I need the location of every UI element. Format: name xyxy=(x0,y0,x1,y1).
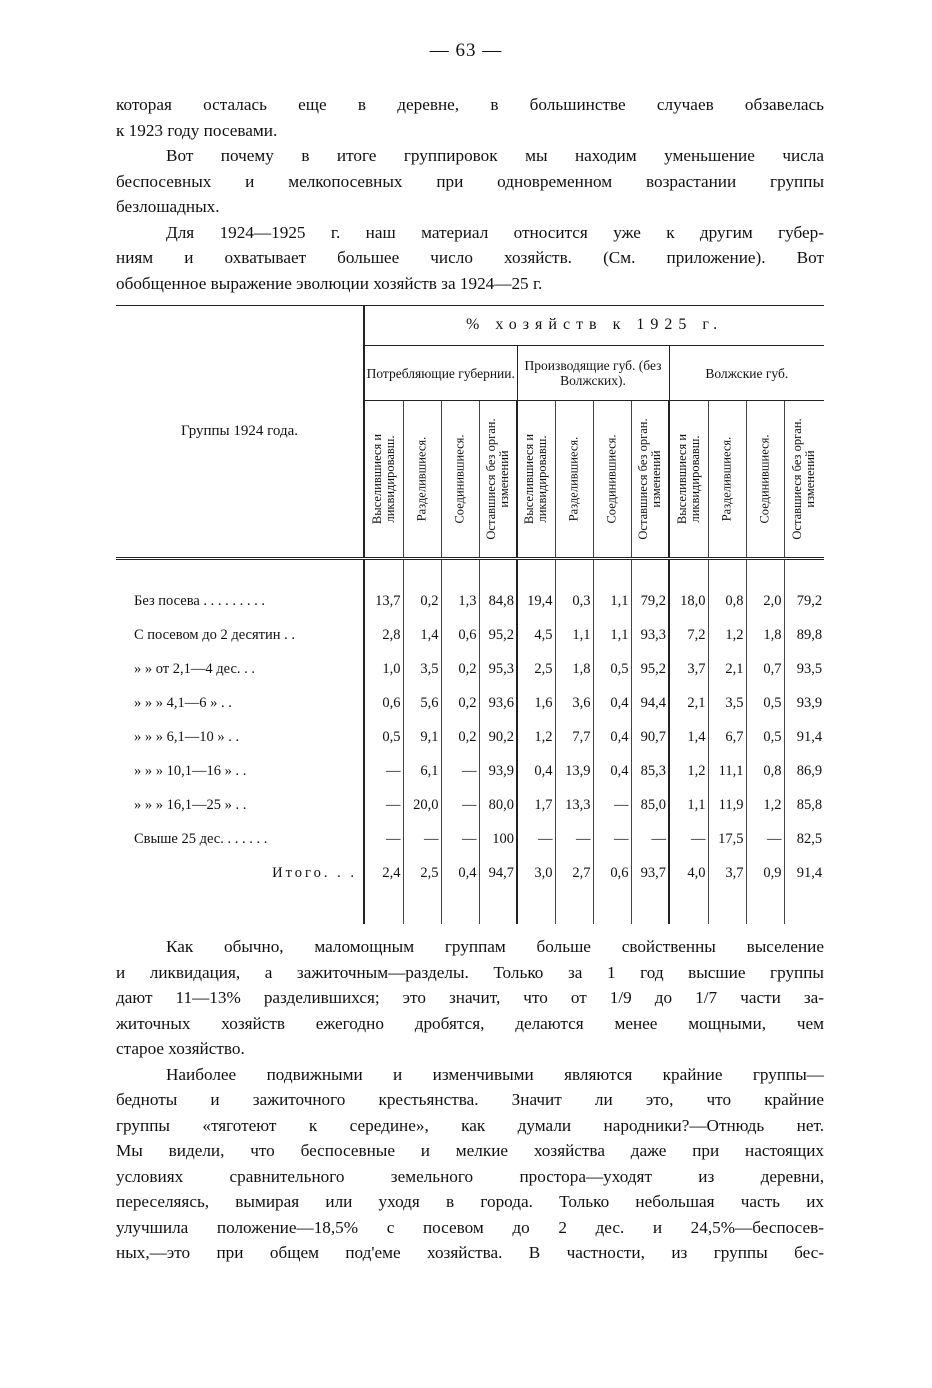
table-cell: 0,2 xyxy=(403,584,441,618)
table-cell: 95,3 xyxy=(479,652,517,686)
table-cell: 0,5 xyxy=(746,686,784,720)
row-label: Свыше 25 дес. . . . . . . xyxy=(134,830,268,847)
table-grid xyxy=(116,305,824,924)
column-header: Оставшиеся без орган. изменений xyxy=(631,401,669,559)
text-line: Наиболее подвижными и изменчивыми являются крайние группы— xyxy=(166,1064,824,1084)
table-cell: — xyxy=(593,788,631,822)
row-label: » » » 6,1—10 » . . xyxy=(134,728,240,745)
table-cell: 95,2 xyxy=(631,652,669,686)
text-line: группы «тяготеют к середине», как думали народники?—Отнюдь нет. xyxy=(116,1115,824,1135)
row-label: » » » 16,1—25 » . . xyxy=(134,796,247,813)
text-line: дают 11—13% разделившихся; это значит, что от 1/9 до 1/7 части за- xyxy=(116,988,824,1007)
table-cell: — xyxy=(631,822,669,856)
table-cell: 82,5 xyxy=(784,822,824,856)
column-header: Выселившиеся и ликвидировавш. xyxy=(364,401,403,559)
table-cell: 0,6 xyxy=(441,618,479,652)
text-line: старое хозяйство. xyxy=(116,1039,245,1058)
table-row xyxy=(116,822,824,856)
table-row xyxy=(116,856,824,890)
table-cell: 0,2 xyxy=(441,652,479,686)
table-cell: 6,7 xyxy=(708,720,746,754)
table-cell: 93,7 xyxy=(631,856,669,890)
table-cell: — xyxy=(441,754,479,788)
spacer-cell xyxy=(479,890,517,924)
table-cell: 5,6 xyxy=(403,686,441,720)
spacer-cell xyxy=(593,559,631,585)
table-cell: 7,2 xyxy=(669,618,708,652)
table-cell: 19,4 xyxy=(517,584,555,618)
spacer-cell xyxy=(746,890,784,924)
text-line: которая осталась еще в деревне, в большинстве случаев обзавелась xyxy=(116,95,824,114)
table-cell: 0,6 xyxy=(593,856,631,890)
table-cell: 1,8 xyxy=(746,618,784,652)
spacer-cell xyxy=(708,559,746,585)
text-line: и ликвидация, а зажиточным—разделы. Только за 1 год высшие группы xyxy=(116,962,824,982)
table-row xyxy=(116,652,824,686)
table-cell: — xyxy=(517,822,555,856)
table-cell: 0,7 xyxy=(746,652,784,686)
table-cell: 95,2 xyxy=(479,618,517,652)
table-cell: 3,5 xyxy=(403,652,441,686)
table-body xyxy=(116,559,824,925)
table-cell: — xyxy=(669,822,708,856)
table-cell: 0,4 xyxy=(593,720,631,754)
spacer-cell xyxy=(631,559,669,585)
table-cell: 1,6 xyxy=(517,686,555,720)
table-cell: — xyxy=(441,822,479,856)
text-line: беспосевных и мелкопосевных при одновременном возрастании группы xyxy=(116,171,824,191)
table-cell: 13,9 xyxy=(555,754,593,788)
text-line: Мы видели, что беспосевные и мелкие хозяйства даже при настоящих xyxy=(116,1141,824,1160)
text-line: житочных хозяйств ежегодно дробятся, делаются менее мощными, чем xyxy=(116,1013,824,1033)
table-cell: 1,1 xyxy=(555,618,593,652)
table-row xyxy=(116,618,824,652)
table-cell: 93,5 xyxy=(784,652,824,686)
region-volga: Волжские губ. xyxy=(669,346,824,401)
table-spacer-row xyxy=(116,890,824,924)
row-label: » » » 4,1—6 » . . xyxy=(134,694,232,711)
column-header: Оставшиеся без орган. изменений xyxy=(479,401,517,559)
table-cell: 2,5 xyxy=(517,652,555,686)
table-row xyxy=(116,686,824,720)
table-cell: 4,0 xyxy=(669,856,708,890)
text-line: переселяясь, вымирая или уходя в города. Только небольшая часть их xyxy=(116,1192,824,1211)
table-cell: 0,2 xyxy=(441,686,479,720)
column-header: Разделившиеся. xyxy=(555,401,593,559)
table-cell: — xyxy=(593,822,631,856)
table-cell: 93,9 xyxy=(784,686,824,720)
spacer-cell xyxy=(479,559,517,585)
table-cell: — xyxy=(555,822,593,856)
column-header: Разделившиеся. xyxy=(403,401,441,559)
table-cell: 1,2 xyxy=(517,720,555,754)
row-label: » » от 2,1—4 дес. . . xyxy=(134,660,256,677)
table-cell: 13,3 xyxy=(555,788,593,822)
table-cell: 79,2 xyxy=(784,584,824,618)
intro-text xyxy=(116,92,824,296)
table-cell: 3,7 xyxy=(708,856,746,890)
table-cell: 3,6 xyxy=(555,686,593,720)
spacer-cell xyxy=(517,559,555,585)
table-cell: 17,5 xyxy=(708,822,746,856)
column-header: Соединившиеся. xyxy=(441,401,479,559)
table-cell: 0,4 xyxy=(593,754,631,788)
table-row xyxy=(116,584,824,618)
table-cell: 3,0 xyxy=(517,856,555,890)
table-cell: 18,0 xyxy=(669,584,708,618)
table-cell: 94,7 xyxy=(479,856,517,890)
table-cell: 91,4 xyxy=(784,720,824,754)
table-cell: 0,5 xyxy=(593,652,631,686)
spacer-cell xyxy=(116,559,364,585)
table-cell: — xyxy=(441,788,479,822)
table-top-rule xyxy=(116,305,824,306)
text-line: Вот почему в итоге группировок мы находим уменьшение числа xyxy=(166,146,824,165)
spacer-cell xyxy=(364,559,403,585)
text-line: ниям и охватывает большее число хозяйств. (См. приложение). Вот xyxy=(116,248,824,267)
spacer-cell xyxy=(403,559,441,585)
text-line: обобщенное выражение эволюции хозяйств за 1924—25 г. xyxy=(116,273,543,293)
table-row xyxy=(116,720,824,754)
table-cell: 1,3 xyxy=(441,584,479,618)
table-row xyxy=(116,754,824,788)
spacer-cell xyxy=(441,890,479,924)
table-cell: — xyxy=(364,754,403,788)
region-consuming: Потребляющие губернии. xyxy=(364,346,517,401)
table-cell: 1,4 xyxy=(403,618,441,652)
row-label: » » » 10,1—16 » . . xyxy=(134,762,247,779)
groups-heading: Группы 1924 года. xyxy=(116,305,364,559)
table-cell: 1,1 xyxy=(593,584,631,618)
table-cell: 13,7 xyxy=(364,584,403,618)
table-cell: 1,8 xyxy=(555,652,593,686)
text-line: ных,—это при общем под'еме хозяйства. В частности, из группы бес- xyxy=(116,1243,824,1262)
table-cell: 0,5 xyxy=(746,720,784,754)
text-line: Для 1924—1925 г. наш материал относится уже к другим губер- xyxy=(166,222,824,242)
table-cell: — xyxy=(746,822,784,856)
table-cell: 85,8 xyxy=(784,788,824,822)
table-cell: 94,4 xyxy=(631,686,669,720)
table-cell: 80,0 xyxy=(479,788,517,822)
table-cell: 0,4 xyxy=(517,754,555,788)
table-cell: — xyxy=(364,788,403,822)
table-cell: 1,1 xyxy=(669,788,708,822)
table-cell: 0,3 xyxy=(555,584,593,618)
table-cell: 91,4 xyxy=(784,856,824,890)
table-row xyxy=(116,788,824,822)
spacer-cell xyxy=(441,559,479,585)
spacer-cell xyxy=(555,890,593,924)
table-cell: 2,8 xyxy=(364,618,403,652)
spacer-cell xyxy=(784,890,824,924)
table-cell: 11,9 xyxy=(708,788,746,822)
table-cell: — xyxy=(403,822,441,856)
text-line: безлошадных. xyxy=(116,197,220,216)
table-cell: 0,6 xyxy=(364,686,403,720)
table-cell: 2,5 xyxy=(403,856,441,890)
table-cell: 1,2 xyxy=(746,788,784,822)
table-cell: 0,2 xyxy=(441,720,479,754)
table-cell: 0,4 xyxy=(441,856,479,890)
spacer-cell xyxy=(708,890,746,924)
table-cell: 4,5 xyxy=(517,618,555,652)
table-cell: 1,7 xyxy=(517,788,555,822)
row-label: Итого. . . xyxy=(272,864,357,881)
paragraph xyxy=(116,1062,824,1266)
spacer-cell xyxy=(116,890,364,924)
paragraph xyxy=(116,220,824,297)
table-cell: 1,2 xyxy=(708,618,746,652)
page-number: — 63 — xyxy=(429,40,503,61)
table-cell: 20,0 xyxy=(403,788,441,822)
text-line: условиях сравнительного земельного простора—уходят из деревни, xyxy=(116,1166,824,1186)
table-cell: 1,4 xyxy=(669,720,708,754)
column-header: Соединившиеся. xyxy=(593,401,631,559)
paragraph-continuation xyxy=(116,92,824,143)
table-cell: 93,9 xyxy=(479,754,517,788)
table-cell: 84,8 xyxy=(479,584,517,618)
table-cell: 89,8 xyxy=(784,618,824,652)
row-label: Без посева . . . . . . . . . xyxy=(134,592,266,609)
spacer-cell xyxy=(364,890,403,924)
text-line: бедноты и зажиточного крестьянства. Значит ли это, что крайние xyxy=(116,1090,824,1109)
table-cell: 3,7 xyxy=(669,652,708,686)
spacer-cell xyxy=(555,559,593,585)
table-cell: 3,5 xyxy=(708,686,746,720)
spacer-cell xyxy=(593,890,631,924)
text-line: Как обычно, маломощным группам больше свойственны выселение xyxy=(166,937,824,956)
table-cell: 11,1 xyxy=(708,754,746,788)
row-label: С посевом до 2 десятин . . xyxy=(134,626,296,643)
column-header: Соединившиеся. xyxy=(746,401,784,559)
table-cell: 1,0 xyxy=(364,652,403,686)
region-producing: Производящие губ. (без Волжских). xyxy=(517,346,669,401)
table-spacer-row xyxy=(116,559,824,585)
table-cell: 100 xyxy=(479,822,517,856)
table-cell: 85,0 xyxy=(631,788,669,822)
table-cell: 2,1 xyxy=(669,686,708,720)
table-cell: 0,5 xyxy=(364,720,403,754)
table-cell: 0,4 xyxy=(593,686,631,720)
paragraph xyxy=(116,143,824,220)
table-cell: 86,9 xyxy=(784,754,824,788)
table-cell: 0,8 xyxy=(708,584,746,618)
spacer-cell xyxy=(669,559,708,585)
table-cell: 1,2 xyxy=(669,754,708,788)
conclusion-text xyxy=(116,934,824,1266)
table-cell: 1,1 xyxy=(593,618,631,652)
table-title: % хозяйств к 1925 г. xyxy=(364,305,824,346)
table-cell: 2,4 xyxy=(364,856,403,890)
spacer-cell xyxy=(403,890,441,924)
spacer-cell xyxy=(784,559,824,585)
table-cell: 9,1 xyxy=(403,720,441,754)
spacer-cell xyxy=(631,890,669,924)
text-line: улучшила положение—18,5% с посевом до 2 дес. и 24,5%—беспосев- xyxy=(116,1217,824,1237)
column-header: Выселившиеся и ликвидировавш. xyxy=(669,401,708,559)
table-cell: 90,7 xyxy=(631,720,669,754)
households-table xyxy=(116,305,824,915)
table-cell: 93,3 xyxy=(631,618,669,652)
table-cell: 93,6 xyxy=(479,686,517,720)
text-line: к 1923 году посевами. xyxy=(116,120,278,140)
table-cell: 6,1 xyxy=(403,754,441,788)
spacer-cell xyxy=(517,890,555,924)
table-cell: 2,1 xyxy=(708,652,746,686)
table-cell: 2,0 xyxy=(746,584,784,618)
spacer-cell xyxy=(669,890,708,924)
spacer-cell xyxy=(746,559,784,585)
table-cell: 79,2 xyxy=(631,584,669,618)
table-cell: 0,8 xyxy=(746,754,784,788)
column-header: Оставшиеся без орган. изменений xyxy=(784,401,824,559)
column-header: Разделившиеся. xyxy=(708,401,746,559)
table-cell: 85,3 xyxy=(631,754,669,788)
table-cell: 2,7 xyxy=(555,856,593,890)
table-cell: 0,9 xyxy=(746,856,784,890)
table-cell: 7,7 xyxy=(555,720,593,754)
table-cell: — xyxy=(364,822,403,856)
paragraph xyxy=(116,934,824,1062)
table-cell: 90,2 xyxy=(479,720,517,754)
column-header: Выселившиеся и ликвидировавш. xyxy=(517,401,555,559)
